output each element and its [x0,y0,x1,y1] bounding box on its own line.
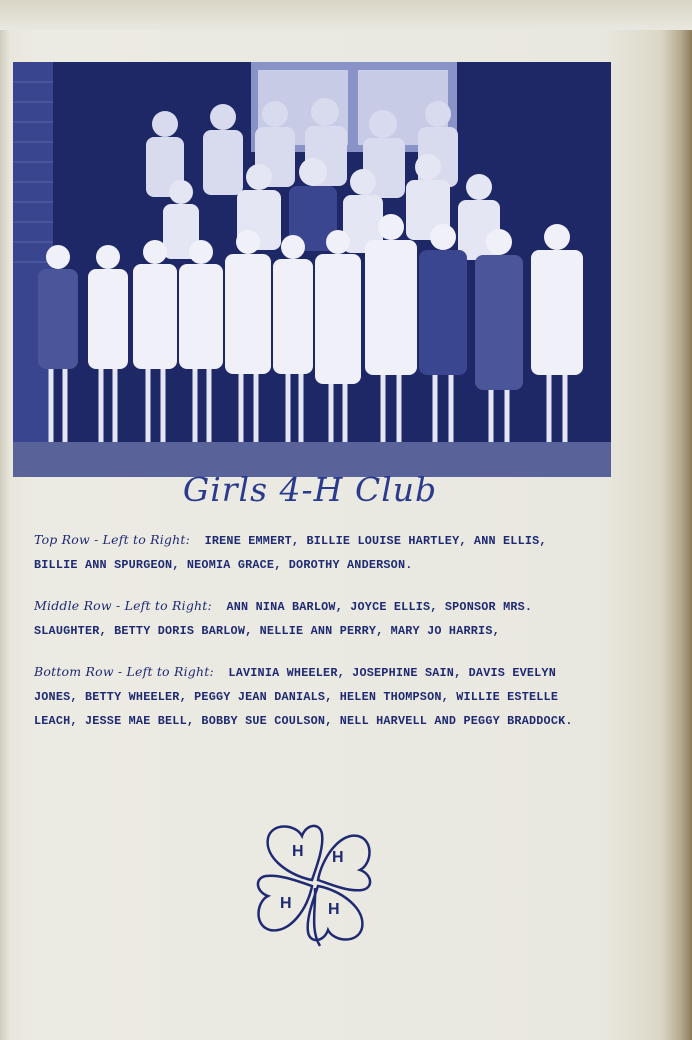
clover-letter: H [280,895,292,912]
clover-letter: H [328,901,340,918]
row-lead: Middle Row - Left to Right: [34,598,212,613]
top-row-names [34,528,594,577]
group-photo [13,62,611,477]
clover-letter: H [292,843,304,860]
row-lead: Bottom Row - Left to Right: [34,664,214,679]
photo-caption: Girls 4-H Club [182,470,438,509]
four-h-clover-icon [250,818,380,948]
row-names: ANN NINA BARLOW, JOYCE ELLIS, SPONSOR MRS. SLAUGHTER, BETTY DORIS BARLOW, NELLIE ANN PERRY, MARY JO HARRIS, [34,600,533,638]
middle-row-names [34,594,594,643]
name-list [34,528,594,750]
bottom-row-names [34,660,594,733]
row-lead: Top Row - Left to Right: [34,532,191,547]
clover-letter: H [332,849,344,866]
row-names: IRENE EMMERT, BILLIE LOUISE HARTLEY, ANN ELLIS, BILLIE ANN SPURGEON, NEOMIA GRACE, DOROTHY ANDERSON. [34,534,547,572]
row-names: LAVINIA WHEELER, JOSEPHINE SAIN, DAVIS EVELYN JONES, BETTY WHEELER, PEGGY JEAN DANIALS, HELEN THOMPSON, WILLIE ESTELLE LEACH, JESSE MAE BELL, BOBBY SUE COULSON, NELL HARVELL AND PEGGY BRADDOCK. [34,666,573,728]
